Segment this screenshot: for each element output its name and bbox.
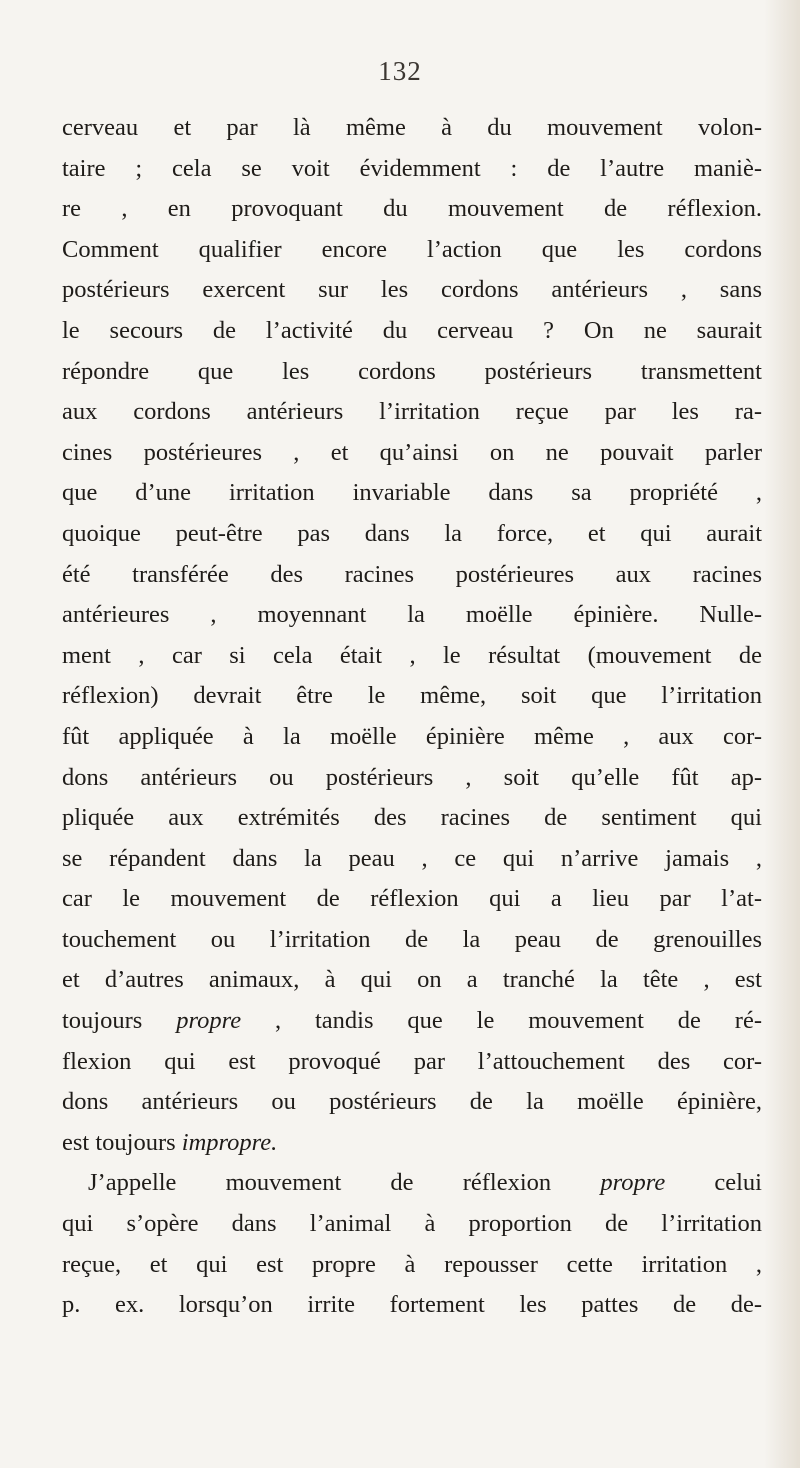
text-segment: réflexion) devrait être le même, soit que l’irritation xyxy=(62,682,762,710)
text-line xyxy=(62,1163,762,1204)
text-segment: aux cordons antérieurs l’irritation reçue par les ra- xyxy=(62,398,762,426)
text-line xyxy=(62,352,762,393)
text-line xyxy=(62,798,762,839)
italic-text-segment: impropre. xyxy=(181,1128,278,1156)
text-line xyxy=(62,230,762,271)
text-line xyxy=(62,717,762,758)
text-line xyxy=(62,1285,762,1326)
text-segment: dons antérieurs ou postérieurs , soit qu’elle fût ap- xyxy=(62,763,762,791)
text-line xyxy=(62,311,762,352)
page-number: 132 xyxy=(378,56,422,86)
text-segment: antérieures , moyennant la moëlle épinière. Nulle- xyxy=(62,601,762,629)
text-segment: que d’une irritation invariable dans sa propriété , xyxy=(62,479,762,507)
text-line xyxy=(62,108,762,149)
text-line xyxy=(62,920,762,961)
text-segment: Comment qualifier encore l’action que les cordons xyxy=(62,235,762,263)
text-line xyxy=(62,1001,762,1042)
text-segment: dons antérieurs ou postérieurs de la moëlle épinière, xyxy=(62,1088,762,1116)
page-edge-shadow xyxy=(764,0,800,1468)
text-line xyxy=(62,433,762,474)
text-segment: toujours xyxy=(62,1007,177,1035)
text-segment: postérieurs exercent sur les cordons antérieurs , sans xyxy=(62,276,762,304)
text-line xyxy=(62,1123,762,1164)
text-segment: cines postérieures , et qu’ainsi on ne pouvait parler xyxy=(62,438,762,466)
text-line xyxy=(62,555,762,596)
text-line xyxy=(62,392,762,433)
text-segment: et d’autres animaux, à qui on a tranché la tête , est xyxy=(62,966,762,994)
text-line xyxy=(62,1204,762,1245)
text-line xyxy=(62,270,762,311)
text-segment: , tandis que le mouvement de ré- xyxy=(241,1007,762,1035)
text-line xyxy=(62,189,762,230)
text-segment: été transférée des racines postérieures aux racines xyxy=(62,560,762,588)
text-line xyxy=(62,758,762,799)
text-segment: J’appelle mouvement de réflexion xyxy=(88,1169,601,1197)
text-segment: fût appliquée à la moëlle épinière même , aux cor- xyxy=(62,722,762,750)
text-line xyxy=(62,1245,762,1286)
italic-text-segment: propre xyxy=(176,1007,242,1035)
text-line xyxy=(62,1082,762,1123)
italic-text-segment: propre xyxy=(600,1169,666,1197)
text-line xyxy=(62,960,762,1001)
text-segment: taire ; cela se voit évidemment : de l’autre maniè- xyxy=(62,154,762,182)
text-segment: le secours de l’activité du cerveau ? On ne saurait xyxy=(62,316,762,344)
text-segment: quoique peut-être pas dans la force, et qui aurait xyxy=(62,519,762,547)
text-segment: pliquée aux extrémités des racines de sentiment qui xyxy=(62,804,762,832)
body-text xyxy=(62,108,762,1326)
text-line xyxy=(62,1042,762,1083)
text-segment: est toujours xyxy=(62,1128,182,1156)
text-segment: reçue, et qui est propre à repousser cette irritation , xyxy=(62,1250,762,1278)
text-line xyxy=(62,636,762,677)
text-segment: celui xyxy=(665,1169,762,1197)
text-segment: re , en provoquant du mouvement de réflexion. xyxy=(62,195,762,223)
text-segment: se répandent dans la peau , ce qui n’arrive jamais , xyxy=(62,844,762,872)
text-segment: car le mouvement de réflexion qui a lieu par l’at- xyxy=(62,885,762,913)
text-segment: touchement ou l’irritation de la peau de grenouilles xyxy=(62,925,762,953)
text-line xyxy=(62,473,762,514)
text-line xyxy=(62,514,762,555)
text-line xyxy=(62,595,762,636)
text-line xyxy=(62,149,762,190)
text-segment: p. ex. lorsqu’on irrite fortement les pattes de de- xyxy=(62,1291,762,1319)
text-segment: cerveau et par là même à du mouvement volon- xyxy=(62,114,762,141)
text-segment: qui s’opère dans l’animal à proportion de l’irritation xyxy=(62,1210,762,1238)
text-line xyxy=(62,676,762,717)
text-line xyxy=(62,839,762,880)
text-segment: répondre que les cordons postérieurs transmettent xyxy=(62,357,762,385)
text-line xyxy=(62,879,762,920)
text-segment: flexion qui est provoqué par l’attouchement des cor- xyxy=(62,1047,762,1075)
text-segment: ment , car si cela était , le résultat (mouvement de xyxy=(62,641,762,669)
